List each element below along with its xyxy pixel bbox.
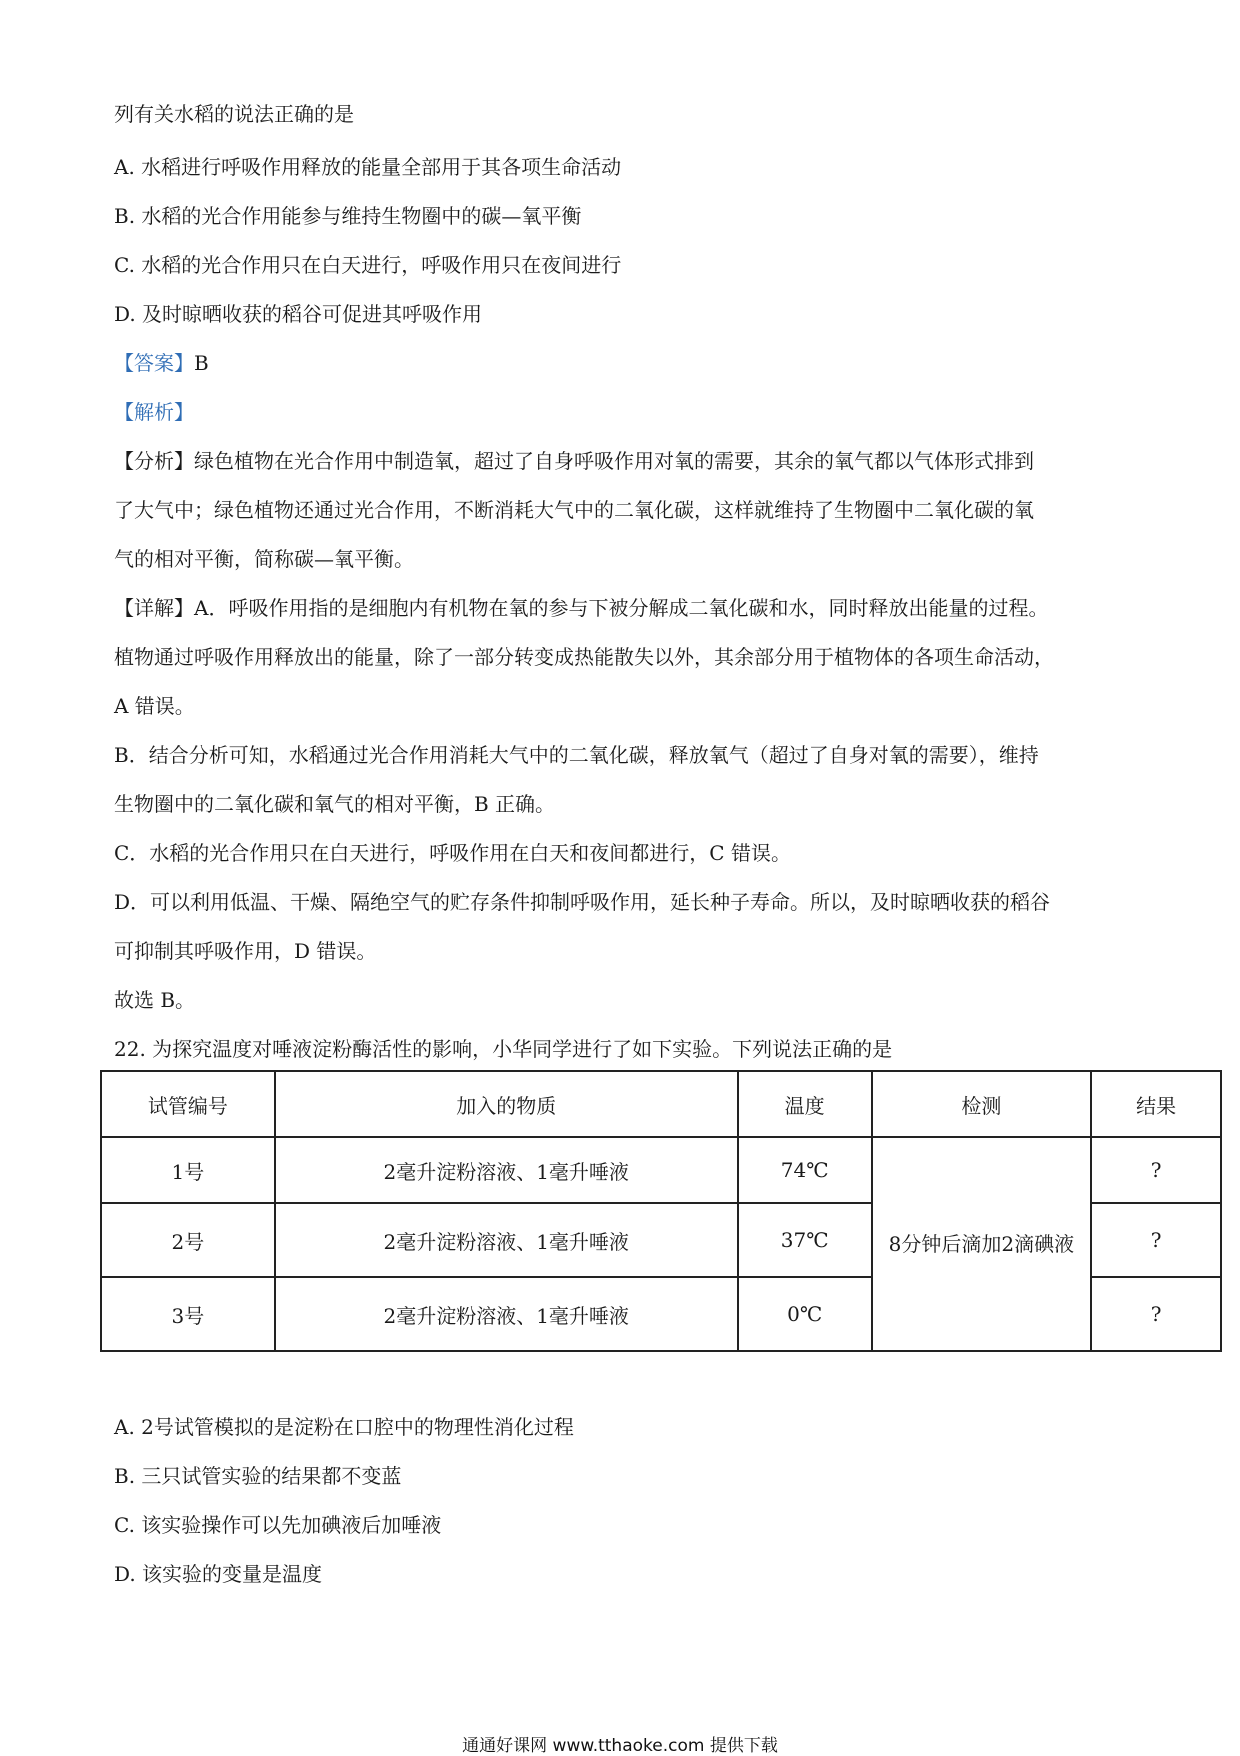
q21-option-c: C. 水稻的光合作用只在白天进行，呼吸作用只在夜间进行 [114, 253, 622, 277]
q21-option-b: B. 水稻的光合作用能参与维持生物圈中的碳—氧平衡 [114, 204, 582, 228]
header-temperature: 温度 [738, 1071, 872, 1137]
experiment-table [100, 1070, 1222, 1352]
header-tube-id: 试管编号 [101, 1071, 275, 1137]
footer-source: 通通好课网 www.tthaoke.com 提供下载 [462, 1736, 778, 1756]
analysis-tag: 【解析】 [114, 400, 194, 424]
table-row [101, 1137, 1221, 1203]
substance-cell: 2毫升淀粉溶液、1毫升唾液 [275, 1277, 738, 1351]
detail-line: 生物圈中的二氧化碳和氧气的相对平衡，B 正确。 [114, 792, 556, 816]
tube-id-cell: 1号 [101, 1137, 275, 1203]
detection-cell: 8分钟后滴加2滴碘液 [872, 1137, 1092, 1351]
tube-id-cell: 2号 [101, 1203, 275, 1277]
detail-line: C．水稻的光合作用只在白天进行，呼吸作用在白天和夜间都进行，C 错误。 [114, 841, 791, 865]
header-result: 结果 [1091, 1071, 1221, 1137]
analysis-line: 【分析】绿色植物在光合作用中制造氧，超过了自身呼吸作用对氧的需要，其余的氧气都以气体形式排到 [114, 449, 1034, 473]
answer-tag: 【答案】 [114, 351, 194, 375]
q22-stem: 22. 为探究温度对唾液淀粉酶活性的影响，小华同学进行了如下实验。下列说法正确的是 [114, 1037, 893, 1061]
detail-line: B．结合分析可知，水稻通过光合作用消耗大气中的二氧化碳，释放氧气（超过了自身对氧的需要），维持 [114, 743, 1039, 767]
answer-line [114, 349, 209, 377]
result-cell: ? [1091, 1203, 1221, 1277]
q22-option-d: D. 该实验的变量是温度 [114, 1562, 323, 1586]
header-substance: 加入的物质 [275, 1071, 738, 1137]
analysis-line: 了大气中；绿色植物还通过光合作用，不断消耗大气中的二氧化碳，这样就维持了生物圈中二氧化碳的氧 [114, 498, 1034, 522]
detail-line: 植物通过呼吸作用释放出的能量，除了一部分转变成热能散失以外，其余部分用于植物体的各项生命活动， [114, 645, 1054, 669]
q22-option-a: A. 2号试管模拟的是淀粉在口腔中的物理性消化过程 [114, 1415, 574, 1439]
answer-value: B [194, 351, 209, 375]
result-cell: ? [1091, 1137, 1221, 1203]
header-detection: 检测 [872, 1071, 1092, 1137]
temperature-cell: 74℃ [738, 1137, 872, 1203]
analysis-line: 气的相对平衡，简称碳—氧平衡。 [114, 547, 414, 571]
table-header-row [101, 1071, 1221, 1137]
temperature-cell: 37℃ [738, 1203, 872, 1277]
q21-option-a: A. 水稻进行呼吸作用释放的能量全部用于其各项生命活动 [114, 155, 622, 179]
detail-line: 可抑制其呼吸作用，D 错误。 [114, 939, 377, 963]
q22-option-b: B. 三只试管实验的结果都不变蓝 [114, 1464, 402, 1488]
temperature-cell: 0℃ [738, 1277, 872, 1351]
result-cell: ? [1091, 1277, 1221, 1351]
substance-cell: 2毫升淀粉溶液、1毫升唾液 [275, 1203, 738, 1277]
q22-option-c: C. 该实验操作可以先加碘液后加唾液 [114, 1513, 442, 1537]
q21-stem-end: 列有关水稻的说法正确的是 [114, 102, 354, 126]
q21-option-d: D. 及时晾晒收获的稻谷可促进其呼吸作用 [114, 302, 483, 326]
substance-cell: 2毫升淀粉溶液、1毫升唾液 [275, 1137, 738, 1203]
tube-id-cell: 3号 [101, 1277, 275, 1351]
detail-line: A 错误。 [114, 694, 195, 718]
detail-line: D．可以利用低温、干燥、隔绝空气的贮存条件抑制呼吸作用，延长种子寿命。所以，及时晾晒收获的稻谷 [114, 890, 1051, 914]
detail-line: 【详解】A．呼吸作用指的是细胞内有机物在氧的参与下被分解成二氧化碳和水，同时释放出能量的过程。 [114, 596, 1049, 620]
conclusion-line: 故选 B。 [114, 988, 196, 1012]
